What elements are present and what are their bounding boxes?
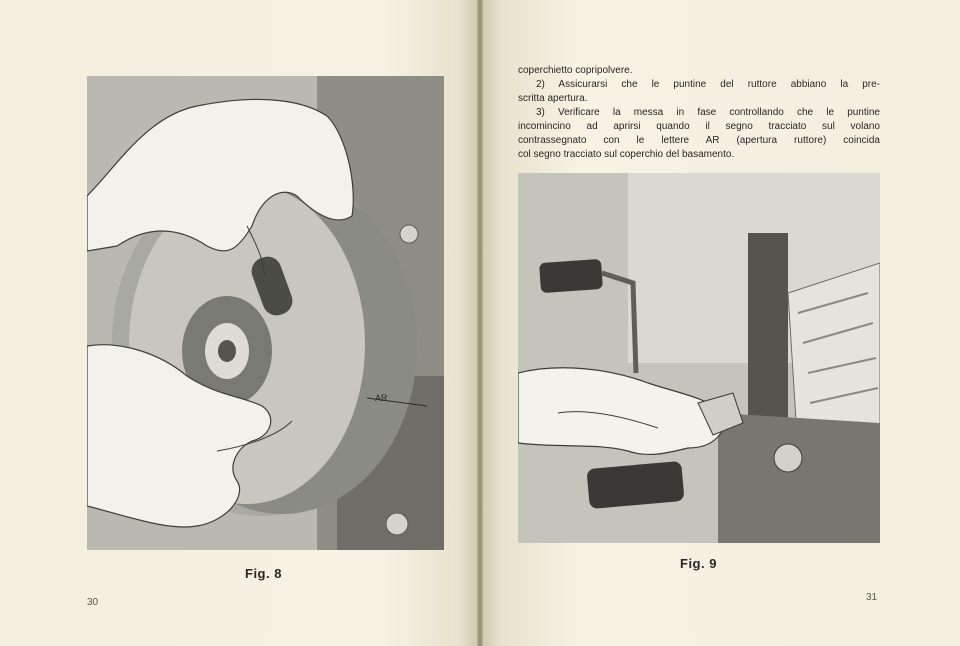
text-line: 2) Assicurarsi che le puntine del ruttore abbiano la pre- bbox=[536, 79, 880, 90]
page-number-left: 30 bbox=[87, 597, 99, 608]
text-line: scritta apertura. bbox=[518, 93, 588, 104]
book-gutter bbox=[477, 0, 483, 646]
text-line: col segno tracciato sul coperchio del basamento. bbox=[518, 149, 735, 160]
fig9-photo bbox=[518, 173, 880, 543]
fig8-ar-label: AR bbox=[375, 393, 388, 403]
text-line: 3) Verificare la messa in fase controllando che le puntine bbox=[536, 107, 880, 118]
text-line: coperchietto copripolvere. bbox=[518, 65, 633, 76]
fig9-caption: Fig. 9 bbox=[680, 556, 717, 571]
fig8-caption: Fig. 8 bbox=[245, 566, 282, 581]
text-line: contrassegnato con le lettere AR (apertura ruttore) coincida bbox=[518, 135, 880, 146]
fig8-photo bbox=[87, 76, 444, 550]
page-number-right: 31 bbox=[866, 592, 878, 603]
text-line: incomincino ad aprirsi quando il segno tracciato sul volano bbox=[518, 121, 880, 132]
body-text bbox=[518, 64, 880, 162]
